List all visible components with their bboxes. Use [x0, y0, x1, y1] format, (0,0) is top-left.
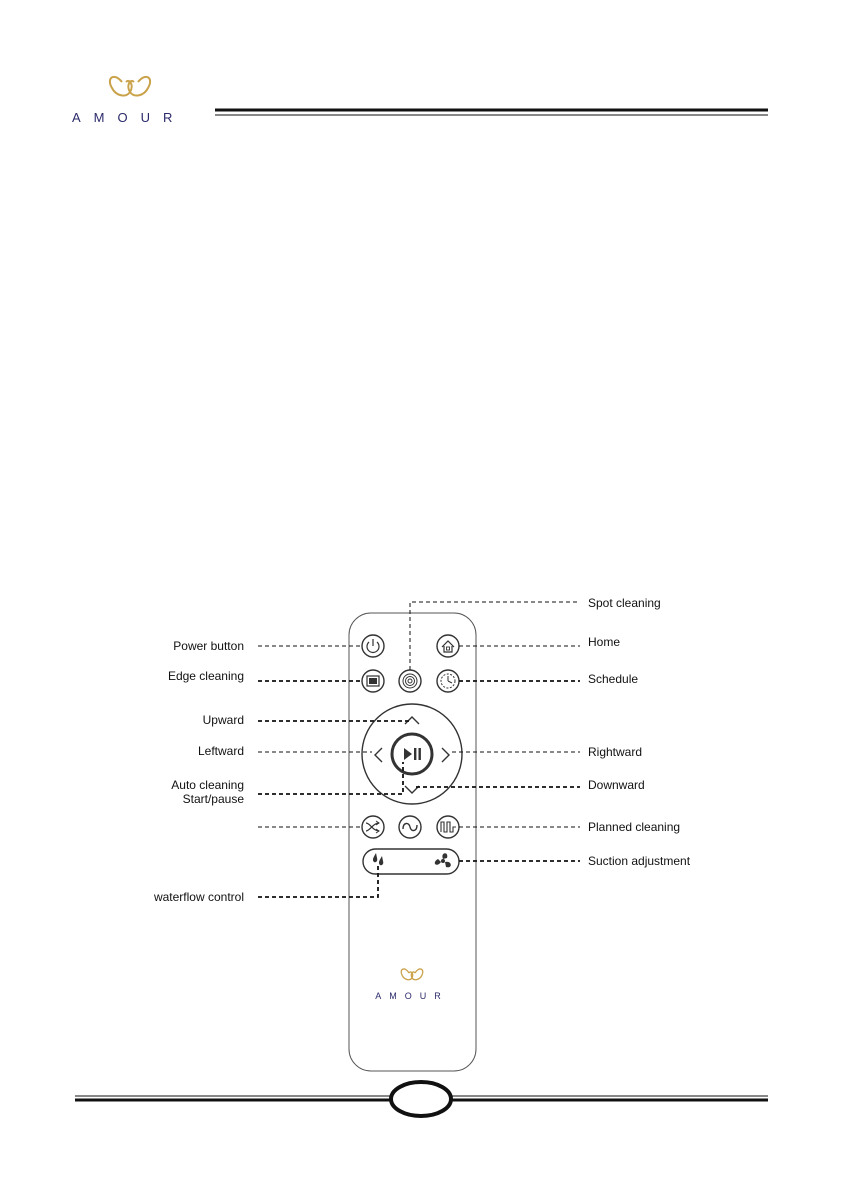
remote-logo-text: AMOUR	[375, 991, 449, 1001]
header-rule	[215, 110, 768, 115]
label-leftward: Leftward	[197, 744, 244, 758]
label-auto-cleaning: Auto cleaning	[171, 778, 244, 792]
home-icon[interactable]	[437, 635, 459, 657]
clock-icon[interactable]	[437, 670, 459, 692]
footer-rule	[75, 1082, 768, 1116]
label-waterflow-control: waterflow control	[153, 890, 244, 904]
planned-wave-icon[interactable]	[437, 816, 459, 838]
label-edge-cleaning: Edge cleaning	[167, 669, 244, 683]
label-home: Home	[588, 635, 621, 649]
play-pause-icon[interactable]	[392, 734, 432, 774]
label-upward: Upward	[202, 713, 244, 727]
label-spot-cleaning: Spot cleaning	[588, 596, 661, 610]
shuffle-icon[interactable]	[362, 816, 384, 838]
label-power-button: Power button	[173, 639, 244, 653]
label-downward: Downward	[588, 778, 645, 792]
label-rightward: Rightward	[588, 745, 643, 759]
label-planned-cleaning: Planned cleaning	[588, 820, 681, 834]
spot-spiral-icon[interactable]	[399, 670, 421, 692]
label-start-pause: Start/pause	[182, 792, 244, 806]
brand-name: AMOUR	[72, 110, 186, 125]
edge-cleaning-icon[interactable]	[362, 670, 384, 692]
label-schedule: Schedule	[588, 672, 639, 686]
label-suction-adjustment: Suction adjustment	[588, 854, 691, 868]
zigzag-icon[interactable]	[399, 816, 421, 838]
power-icon[interactable]	[362, 635, 384, 657]
